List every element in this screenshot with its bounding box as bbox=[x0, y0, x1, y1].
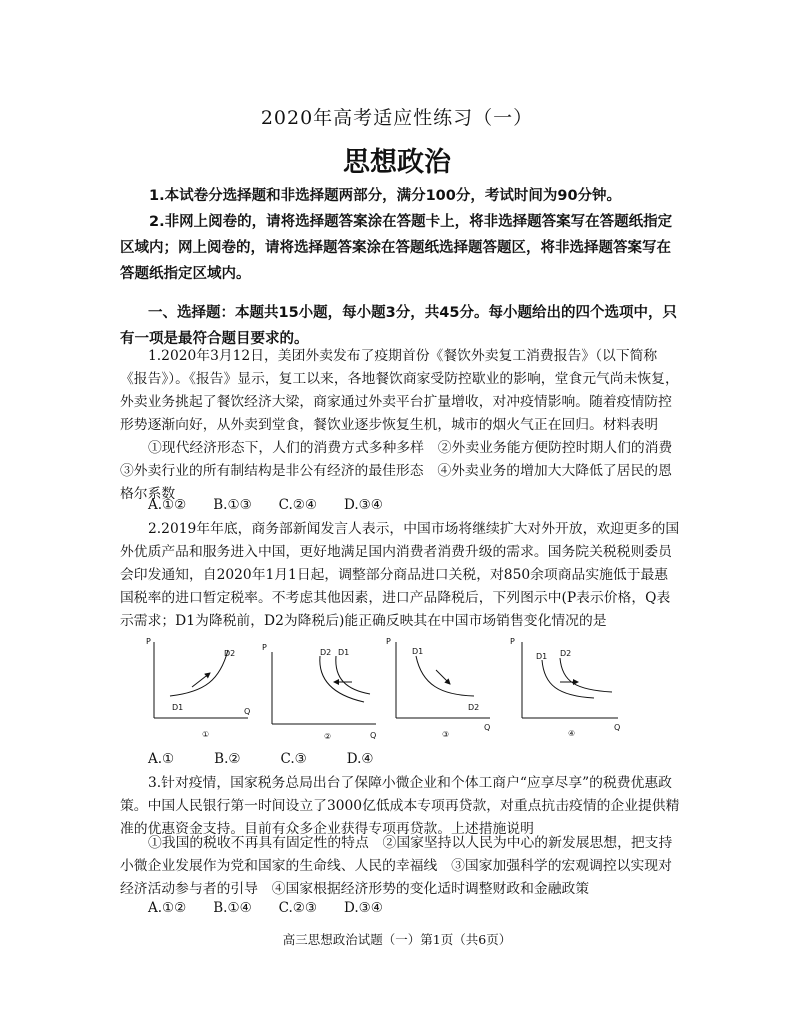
axis-q-label: Q bbox=[484, 723, 491, 732]
option-b: B.①③ bbox=[213, 497, 252, 513]
curve-label: D2 bbox=[468, 703, 480, 712]
graph-1 bbox=[140, 630, 250, 749]
option-a: A.① bbox=[148, 751, 175, 767]
question-1-options bbox=[148, 497, 410, 513]
axis-q-label: Q bbox=[244, 707, 250, 716]
graph-4 bbox=[508, 630, 628, 749]
option-d: D.③④ bbox=[344, 900, 383, 916]
option-b: B.② bbox=[214, 751, 241, 767]
curve-label: D2 bbox=[560, 649, 572, 658]
option-a: A.①② bbox=[148, 497, 187, 513]
axis-p-label: P bbox=[510, 637, 515, 646]
graph-number: ④ bbox=[568, 729, 576, 738]
graph-number: ① bbox=[202, 730, 210, 739]
question-1-items: ①现代经济形态下，人们的消费方式多种多样 ②外卖业务能方便防控时期人们的消费 ③外卖行业的所有制结构是非公有经济的最佳形态 ④外卖业务的增加大大降低了居民的恩格尔系数 bbox=[120, 440, 687, 502]
demand-curve-graphs bbox=[140, 630, 630, 745]
option-c: C.③ bbox=[280, 751, 307, 767]
question-2-options bbox=[148, 751, 400, 767]
question-3-options bbox=[148, 900, 410, 916]
curve-label: D1 bbox=[412, 647, 424, 656]
instruction-2: 2.非网上阅卷的，请将选择题答案涂在答题卡上，将非选择题答案写在答题纸指定区域内；网上阅卷的，请将选择题答案涂在答题纸选择题答题区，将非选择题答案写在答题纸指定区域内。 bbox=[120, 214, 673, 282]
axis-p-label: P bbox=[146, 637, 151, 646]
instruction-1: 1.本试卷分选择题和非选择题两部分，满分100分，考试时间为90分钟。 bbox=[149, 188, 622, 204]
page-footer: 高三思想政治试题（一）第1页（共6页） bbox=[282, 932, 512, 947]
exam-title: 2020年高考适应性练习（一） bbox=[260, 107, 534, 129]
option-d: D.④ bbox=[346, 751, 374, 767]
curve-label: D1 bbox=[172, 703, 184, 712]
graph-number: ② bbox=[324, 732, 332, 741]
option-b: B.①④ bbox=[213, 900, 252, 916]
graph-2 bbox=[258, 630, 378, 749]
axis-q-label: Q bbox=[614, 723, 621, 732]
option-a: A.①② bbox=[148, 900, 187, 916]
question-3-items: ①我国的税收不再具有固定性的特点 ②国家坚持以人民为中心的新发展思想，把支持小微企业发展作为党和国家的生命线、人民的幸福线 ③国家加强科学的宏观调控以实现对经济活动参与者的引导 ④国家根据经济形势的变化适时调整财政和金融政策 bbox=[120, 835, 673, 897]
question-3-stem: 3.针对疫情，国家税务总局出台了保障小微企业和个体工商户“应享尽享”的税费优惠政策。中国人民银行第一时间设立了3000亿低成本专项再贷款，对重点抗击疫情的企业提供精准的优惠资金支持。目前有众多企业获得专项再贷款。上述措施说明 bbox=[120, 775, 680, 837]
question-2-stem: 2.2019年年底，商务部新闻发言人表示，中国市场将继续扩大对外开放，欢迎更多的国外优质产品和服务进入中国，更好地满足国内消费者消费升级的需求。国务院关税税则委员会印发通知，自2020年1月1日起，调整部分商品进口关税，对850余项商品实施低于最惠国税率的进口暂定税率。不考虑其他因素，进口产品降税后，下列图示中(P表示价格，Q表示需求；D1为降税前，D2为降税后)能正确反映其在中国市场销售变化情况的是 bbox=[120, 521, 680, 629]
graph-2-figure bbox=[258, 630, 378, 745]
axis-p-label: P bbox=[262, 643, 267, 652]
curve-label: D2 bbox=[320, 648, 332, 657]
graph-3-figure bbox=[386, 630, 496, 745]
axis-q-label: Q bbox=[370, 731, 377, 740]
option-d: D.③④ bbox=[344, 497, 383, 513]
graph-1-figure bbox=[140, 630, 250, 745]
axis-p-label: P bbox=[386, 637, 391, 646]
curve-label: D1 bbox=[536, 652, 548, 661]
section-heading: 一、选择题：本题共15小题，每小题3分，共45分。每小题给出的四个选项中，只有一项是最符合题目要求的。 bbox=[120, 305, 677, 347]
question-1-stem: 1.2020年3月12日，美团外卖发布了疫期首份《餐饮外卖复工消费报告》（以下简称《报告》）。《报告》显示，复工以来，各地餐饮商家受防控歇业的影响，堂食元气尚未恢复，外卖业务挑起了餐饮经济大梁，商家通过外卖平台扩量增收，对冲疫情影响。随着疫情防控形势逐渐向好，从外卖到堂食，餐饮业逐步恢复生机，城市的烟火气正在回归。材料表明 bbox=[120, 348, 679, 433]
graph-4-figure bbox=[508, 630, 628, 745]
option-c: C.②④ bbox=[278, 497, 318, 513]
graph-3 bbox=[386, 630, 496, 749]
graph-number: ③ bbox=[442, 730, 450, 739]
option-c: C.②③ bbox=[278, 900, 318, 916]
subject-title: 思想政治 bbox=[343, 147, 451, 178]
curve-label: D2 bbox=[224, 649, 236, 658]
curve-label: D1 bbox=[338, 648, 350, 657]
